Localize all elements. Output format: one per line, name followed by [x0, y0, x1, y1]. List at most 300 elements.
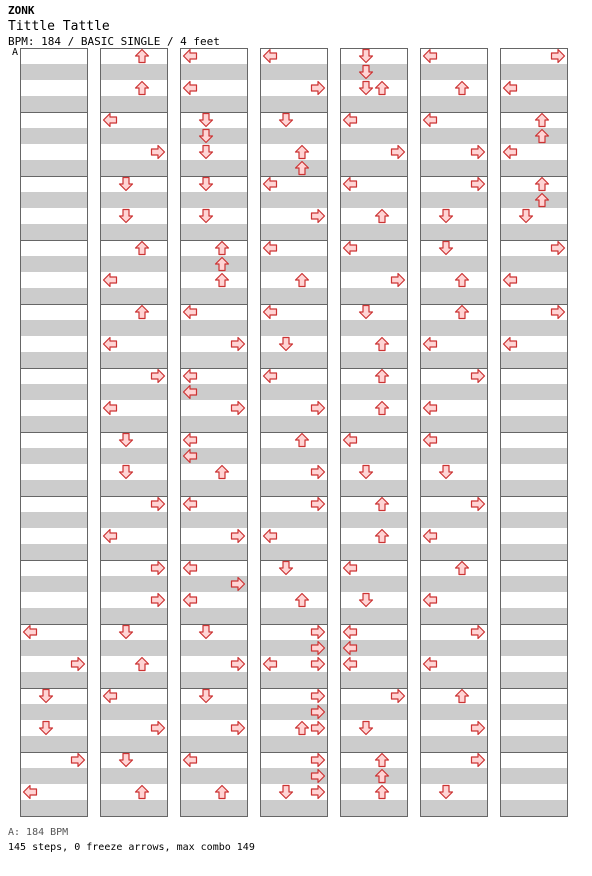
left-arrow-icon: [264, 658, 277, 671]
down-arrow-icon: [360, 466, 373, 479]
right-arrow-icon: [232, 658, 245, 671]
beat-stripe: [20, 704, 88, 720]
up-arrow-icon: [296, 722, 309, 735]
beat-stripe: [100, 96, 168, 112]
beat-stripe: [340, 320, 408, 336]
up-arrow-icon: [536, 178, 549, 191]
down-arrow-icon: [440, 466, 453, 479]
beat-stripe: [500, 672, 568, 688]
left-arrow-icon: [184, 306, 197, 319]
beat-stripe: [100, 736, 168, 752]
beat-stripe: [500, 288, 568, 304]
song-title: Tittle Tattle: [8, 19, 110, 34]
right-arrow-icon: [472, 146, 485, 159]
beat-stripe: [100, 256, 168, 272]
beat-stripe: [180, 544, 248, 560]
right-arrow-icon: [312, 402, 325, 415]
beat-stripe: [420, 224, 488, 240]
beat-stripe: [500, 736, 568, 752]
up-arrow-icon: [296, 594, 309, 607]
right-arrow-icon: [72, 754, 85, 767]
left-arrow-icon: [184, 370, 197, 383]
up-arrow-icon: [376, 754, 389, 767]
beat-stripe: [100, 480, 168, 496]
beat-stripe: [420, 576, 488, 592]
beat-stripe: [100, 288, 168, 304]
right-arrow-icon: [152, 594, 165, 607]
beat-stripe: [180, 800, 248, 816]
up-arrow-icon: [296, 274, 309, 287]
down-arrow-icon: [200, 178, 213, 191]
left-arrow-icon: [264, 178, 277, 191]
left-arrow-icon: [424, 114, 437, 127]
beat-stripe: [100, 64, 168, 80]
beat-stripe: [100, 448, 168, 464]
beat-stripe: [420, 640, 488, 656]
right-arrow-icon: [232, 530, 245, 543]
left-arrow-icon: [504, 274, 517, 287]
artist-name: ZONK: [8, 4, 35, 17]
up-arrow-icon: [136, 50, 149, 63]
left-arrow-icon: [424, 530, 437, 543]
down-arrow-icon: [120, 434, 133, 447]
up-arrow-icon: [376, 370, 389, 383]
beat-stripe: [420, 384, 488, 400]
beat-stripe: [500, 448, 568, 464]
left-arrow-icon: [344, 434, 357, 447]
beat-stripe: [500, 384, 568, 400]
up-arrow-icon: [136, 242, 149, 255]
down-arrow-icon: [120, 178, 133, 191]
up-arrow-icon: [216, 466, 229, 479]
beat-stripe: [260, 544, 328, 560]
right-arrow-icon: [552, 306, 565, 319]
beat-stripe: [180, 512, 248, 528]
beat-stripe: [340, 192, 408, 208]
beat-stripe: [260, 352, 328, 368]
right-arrow-icon: [312, 498, 325, 511]
beat-stripe: [500, 704, 568, 720]
beat-stripe: [500, 320, 568, 336]
down-arrow-icon: [440, 242, 453, 255]
chart-footer: [8, 825, 255, 855]
down-arrow-icon: [280, 562, 293, 575]
beat-stripe: [20, 544, 88, 560]
up-arrow-icon: [136, 786, 149, 799]
up-arrow-icon: [136, 82, 149, 95]
beat-stripe: [420, 96, 488, 112]
beat-stripe: [500, 512, 568, 528]
beat-stripe: [500, 800, 568, 816]
beat-stripe: [340, 512, 408, 528]
beat-stripe: [500, 608, 568, 624]
beat-stripe: [340, 768, 408, 784]
up-arrow-icon: [456, 690, 469, 703]
beat-stripe: [500, 768, 568, 784]
right-arrow-icon: [392, 690, 405, 703]
beat-stripe: [260, 224, 328, 240]
beat-stripe: [500, 96, 568, 112]
left-arrow-icon: [424, 338, 437, 351]
beat-stripe: [20, 256, 88, 272]
beat-stripe: [20, 96, 88, 112]
beat-stripe: [500, 352, 568, 368]
up-arrow-icon: [216, 274, 229, 287]
left-arrow-icon: [24, 786, 37, 799]
beat-stripe: [180, 416, 248, 432]
beat-stripe: [340, 608, 408, 624]
beat-stripe: [260, 128, 328, 144]
beat-stripe: [20, 128, 88, 144]
bpm-marker-label: A: [12, 47, 19, 58]
beat-stripe: [500, 256, 568, 272]
chart-info: BPM: 184 / BASIC SINGLE / 4 feet: [8, 35, 220, 48]
beat-stripe: [180, 768, 248, 784]
beat-stripe: [340, 224, 408, 240]
beat-stripe: [340, 128, 408, 144]
beat-stripe: [500, 480, 568, 496]
beat-stripe: [340, 576, 408, 592]
beat-stripe: [260, 192, 328, 208]
step-summary: 145 steps, 0 freeze arrows, max combo 149: [8, 842, 255, 853]
left-arrow-icon: [184, 594, 197, 607]
beat-stripe: [340, 544, 408, 560]
beat-stripe: [180, 736, 248, 752]
beat-stripe: [100, 800, 168, 816]
beat-stripe: [100, 576, 168, 592]
beat-stripe: [180, 640, 248, 656]
beat-stripe: [100, 768, 168, 784]
beat-stripe: [260, 96, 328, 112]
right-arrow-icon: [152, 146, 165, 159]
beat-stripe: [20, 288, 88, 304]
beat-stripe: [340, 352, 408, 368]
beat-stripe: [260, 160, 328, 176]
beat-stripe: [420, 320, 488, 336]
chart-column: [180, 49, 248, 817]
beat-stripe: [340, 256, 408, 272]
bpm-legend: A: 184 BPM: [8, 827, 69, 838]
beat-stripe: [500, 64, 568, 80]
beat-stripe: [260, 256, 328, 272]
beat-stripe: [500, 640, 568, 656]
up-arrow-icon: [456, 562, 469, 575]
beat-stripe: [420, 480, 488, 496]
beat-stripe: [340, 384, 408, 400]
beat-stripe: [260, 416, 328, 432]
down-arrow-icon: [520, 210, 533, 223]
beat-stripe: [420, 352, 488, 368]
right-arrow-icon: [312, 626, 325, 639]
beat-stripe: [20, 192, 88, 208]
left-arrow-icon: [184, 562, 197, 575]
left-arrow-icon: [104, 402, 117, 415]
beat-stripe: [180, 352, 248, 368]
beat-stripe: [340, 480, 408, 496]
up-arrow-icon: [216, 786, 229, 799]
beat-stripe: [100, 704, 168, 720]
beat-stripe: [260, 384, 328, 400]
left-arrow-icon: [104, 530, 117, 543]
right-arrow-icon: [152, 498, 165, 511]
down-arrow-icon: [200, 114, 213, 127]
beat-stripe: [420, 192, 488, 208]
left-arrow-icon: [184, 82, 197, 95]
right-arrow-icon: [552, 242, 565, 255]
beat-stripe: [420, 512, 488, 528]
up-arrow-icon: [296, 146, 309, 159]
beat-stripe: [420, 544, 488, 560]
beat-stripe: [180, 672, 248, 688]
beat-stripe: [100, 384, 168, 400]
down-arrow-icon: [200, 626, 213, 639]
left-arrow-icon: [344, 562, 357, 575]
beat-stripe: [20, 448, 88, 464]
beat-stripe: [180, 192, 248, 208]
beat-stripe: [340, 672, 408, 688]
beat-stripe: [100, 512, 168, 528]
beat-stripe: [20, 640, 88, 656]
down-arrow-icon: [360, 594, 373, 607]
right-arrow-icon: [72, 658, 85, 671]
beat-stripe: [100, 416, 168, 432]
beat-stripe: [420, 64, 488, 80]
beat-stripe: [260, 288, 328, 304]
right-arrow-icon: [312, 786, 325, 799]
chart-column: [420, 49, 488, 817]
up-arrow-icon: [376, 786, 389, 799]
down-arrow-icon: [120, 626, 133, 639]
right-arrow-icon: [152, 562, 165, 575]
right-arrow-icon: [312, 754, 325, 767]
beat-stripe: [420, 288, 488, 304]
beat-stripe: [420, 704, 488, 720]
up-arrow-icon: [376, 402, 389, 415]
beat-stripe: [500, 128, 568, 144]
beat-stripe: [20, 768, 88, 784]
left-arrow-icon: [184, 50, 197, 63]
right-arrow-icon: [312, 210, 325, 223]
up-arrow-icon: [376, 498, 389, 511]
beat-stripe: [180, 288, 248, 304]
beat-stripe: [180, 608, 248, 624]
beat-stripe: [100, 320, 168, 336]
right-arrow-icon: [472, 370, 485, 383]
beat-stripe: [100, 640, 168, 656]
left-arrow-icon: [184, 498, 197, 511]
down-arrow-icon: [40, 690, 53, 703]
up-arrow-icon: [376, 82, 389, 95]
beat-stripe: [20, 512, 88, 528]
beat-stripe: [180, 224, 248, 240]
beat-stripe: [180, 256, 248, 272]
left-arrow-icon: [424, 402, 437, 415]
up-arrow-icon: [536, 114, 549, 127]
left-arrow-icon: [504, 338, 517, 351]
right-arrow-icon: [312, 658, 325, 671]
beat-stripe: [260, 64, 328, 80]
right-arrow-icon: [472, 178, 485, 191]
down-arrow-icon: [440, 210, 453, 223]
beat-stripe: [100, 128, 168, 144]
down-arrow-icon: [120, 210, 133, 223]
beat-stripe: [260, 608, 328, 624]
down-arrow-icon: [120, 754, 133, 767]
chart-column: [500, 49, 568, 817]
left-arrow-icon: [184, 754, 197, 767]
beat-stripe: [100, 544, 168, 560]
beat-stripe: [500, 160, 568, 176]
up-arrow-icon: [376, 530, 389, 543]
right-arrow-icon: [312, 690, 325, 703]
beat-stripe: [340, 448, 408, 464]
left-arrow-icon: [344, 242, 357, 255]
down-arrow-icon: [360, 50, 373, 63]
beat-stripe: [100, 608, 168, 624]
beat-stripe: [20, 576, 88, 592]
beat-stripe: [100, 672, 168, 688]
left-arrow-icon: [344, 658, 357, 671]
up-arrow-icon: [456, 82, 469, 95]
beat-stripe: [260, 320, 328, 336]
beat-stripe: [420, 416, 488, 432]
beat-stripe: [420, 736, 488, 752]
beat-stripe: [100, 224, 168, 240]
down-arrow-icon: [360, 722, 373, 735]
beat-stripe: [420, 128, 488, 144]
up-arrow-icon: [216, 242, 229, 255]
beat-stripe: [260, 512, 328, 528]
right-arrow-icon: [232, 338, 245, 351]
up-arrow-icon: [136, 306, 149, 319]
left-arrow-icon: [504, 82, 517, 95]
beat-stripe: [500, 416, 568, 432]
beat-stripe: [420, 448, 488, 464]
beat-stripe: [500, 192, 568, 208]
down-arrow-icon: [40, 722, 53, 735]
beat-stripe: [500, 224, 568, 240]
beat-stripe: [180, 320, 248, 336]
right-arrow-icon: [312, 466, 325, 479]
up-arrow-icon: [296, 434, 309, 447]
left-arrow-icon: [24, 626, 37, 639]
left-arrow-icon: [104, 114, 117, 127]
beat-stripe: [180, 96, 248, 112]
beat-stripe: [20, 160, 88, 176]
beat-stripe: [420, 768, 488, 784]
beat-stripe: [420, 800, 488, 816]
left-arrow-icon: [264, 306, 277, 319]
down-arrow-icon: [440, 786, 453, 799]
beat-stripe: [420, 160, 488, 176]
beat-stripe: [340, 704, 408, 720]
right-arrow-icon: [472, 626, 485, 639]
left-arrow-icon: [504, 146, 517, 159]
right-arrow-icon: [472, 498, 485, 511]
right-arrow-icon: [232, 722, 245, 735]
right-arrow-icon: [232, 402, 245, 415]
beat-stripe: [260, 448, 328, 464]
beat-stripe: [260, 800, 328, 816]
left-arrow-icon: [344, 178, 357, 191]
down-arrow-icon: [280, 338, 293, 351]
right-arrow-icon: [392, 274, 405, 287]
beat-stripe: [100, 192, 168, 208]
left-arrow-icon: [104, 338, 117, 351]
left-arrow-icon: [424, 50, 437, 63]
down-arrow-icon: [360, 306, 373, 319]
beat-stripe: [340, 800, 408, 816]
beat-stripe: [260, 736, 328, 752]
left-arrow-icon: [344, 114, 357, 127]
right-arrow-icon: [392, 146, 405, 159]
beat-stripe: [340, 96, 408, 112]
right-arrow-icon: [152, 370, 165, 383]
beat-stripe: [100, 352, 168, 368]
beat-stripe: [420, 608, 488, 624]
up-arrow-icon: [376, 210, 389, 223]
beat-stripe: [20, 416, 88, 432]
beat-stripe: [20, 64, 88, 80]
down-arrow-icon: [280, 786, 293, 799]
up-arrow-icon: [456, 274, 469, 287]
left-arrow-icon: [264, 530, 277, 543]
right-arrow-icon: [312, 722, 325, 735]
beat-stripe: [420, 256, 488, 272]
beat-stripe: [180, 64, 248, 80]
down-arrow-icon: [200, 210, 213, 223]
down-arrow-icon: [360, 82, 373, 95]
up-arrow-icon: [376, 338, 389, 351]
beat-stripe: [20, 224, 88, 240]
beat-stripe: [420, 672, 488, 688]
left-arrow-icon: [424, 594, 437, 607]
beat-stripe: [180, 128, 248, 144]
beat-stripe: [20, 608, 88, 624]
down-arrow-icon: [200, 690, 213, 703]
beat-stripe: [20, 320, 88, 336]
right-arrow-icon: [152, 722, 165, 735]
beat-stripe: [180, 704, 248, 720]
left-arrow-icon: [424, 434, 437, 447]
left-arrow-icon: [344, 626, 357, 639]
left-arrow-icon: [264, 50, 277, 63]
right-arrow-icon: [312, 82, 325, 95]
up-arrow-icon: [456, 306, 469, 319]
beat-stripe: [260, 672, 328, 688]
beat-stripe: [100, 160, 168, 176]
beat-stripe: [20, 480, 88, 496]
left-arrow-icon: [104, 274, 117, 287]
beat-stripe: [260, 576, 328, 592]
beat-stripe: [180, 480, 248, 496]
left-arrow-icon: [104, 690, 117, 703]
left-arrow-icon: [264, 242, 277, 255]
beat-stripe: [500, 576, 568, 592]
left-arrow-icon: [264, 370, 277, 383]
beat-stripe: [500, 544, 568, 560]
beat-stripe: [260, 480, 328, 496]
beat-stripe: [340, 416, 408, 432]
beat-stripe: [20, 352, 88, 368]
beat-stripe: [340, 64, 408, 80]
beat-stripe: [340, 736, 408, 752]
beat-stripe: [340, 288, 408, 304]
right-arrow-icon: [472, 754, 485, 767]
beat-stripe: [20, 672, 88, 688]
beat-stripe: [20, 800, 88, 816]
right-arrow-icon: [472, 722, 485, 735]
